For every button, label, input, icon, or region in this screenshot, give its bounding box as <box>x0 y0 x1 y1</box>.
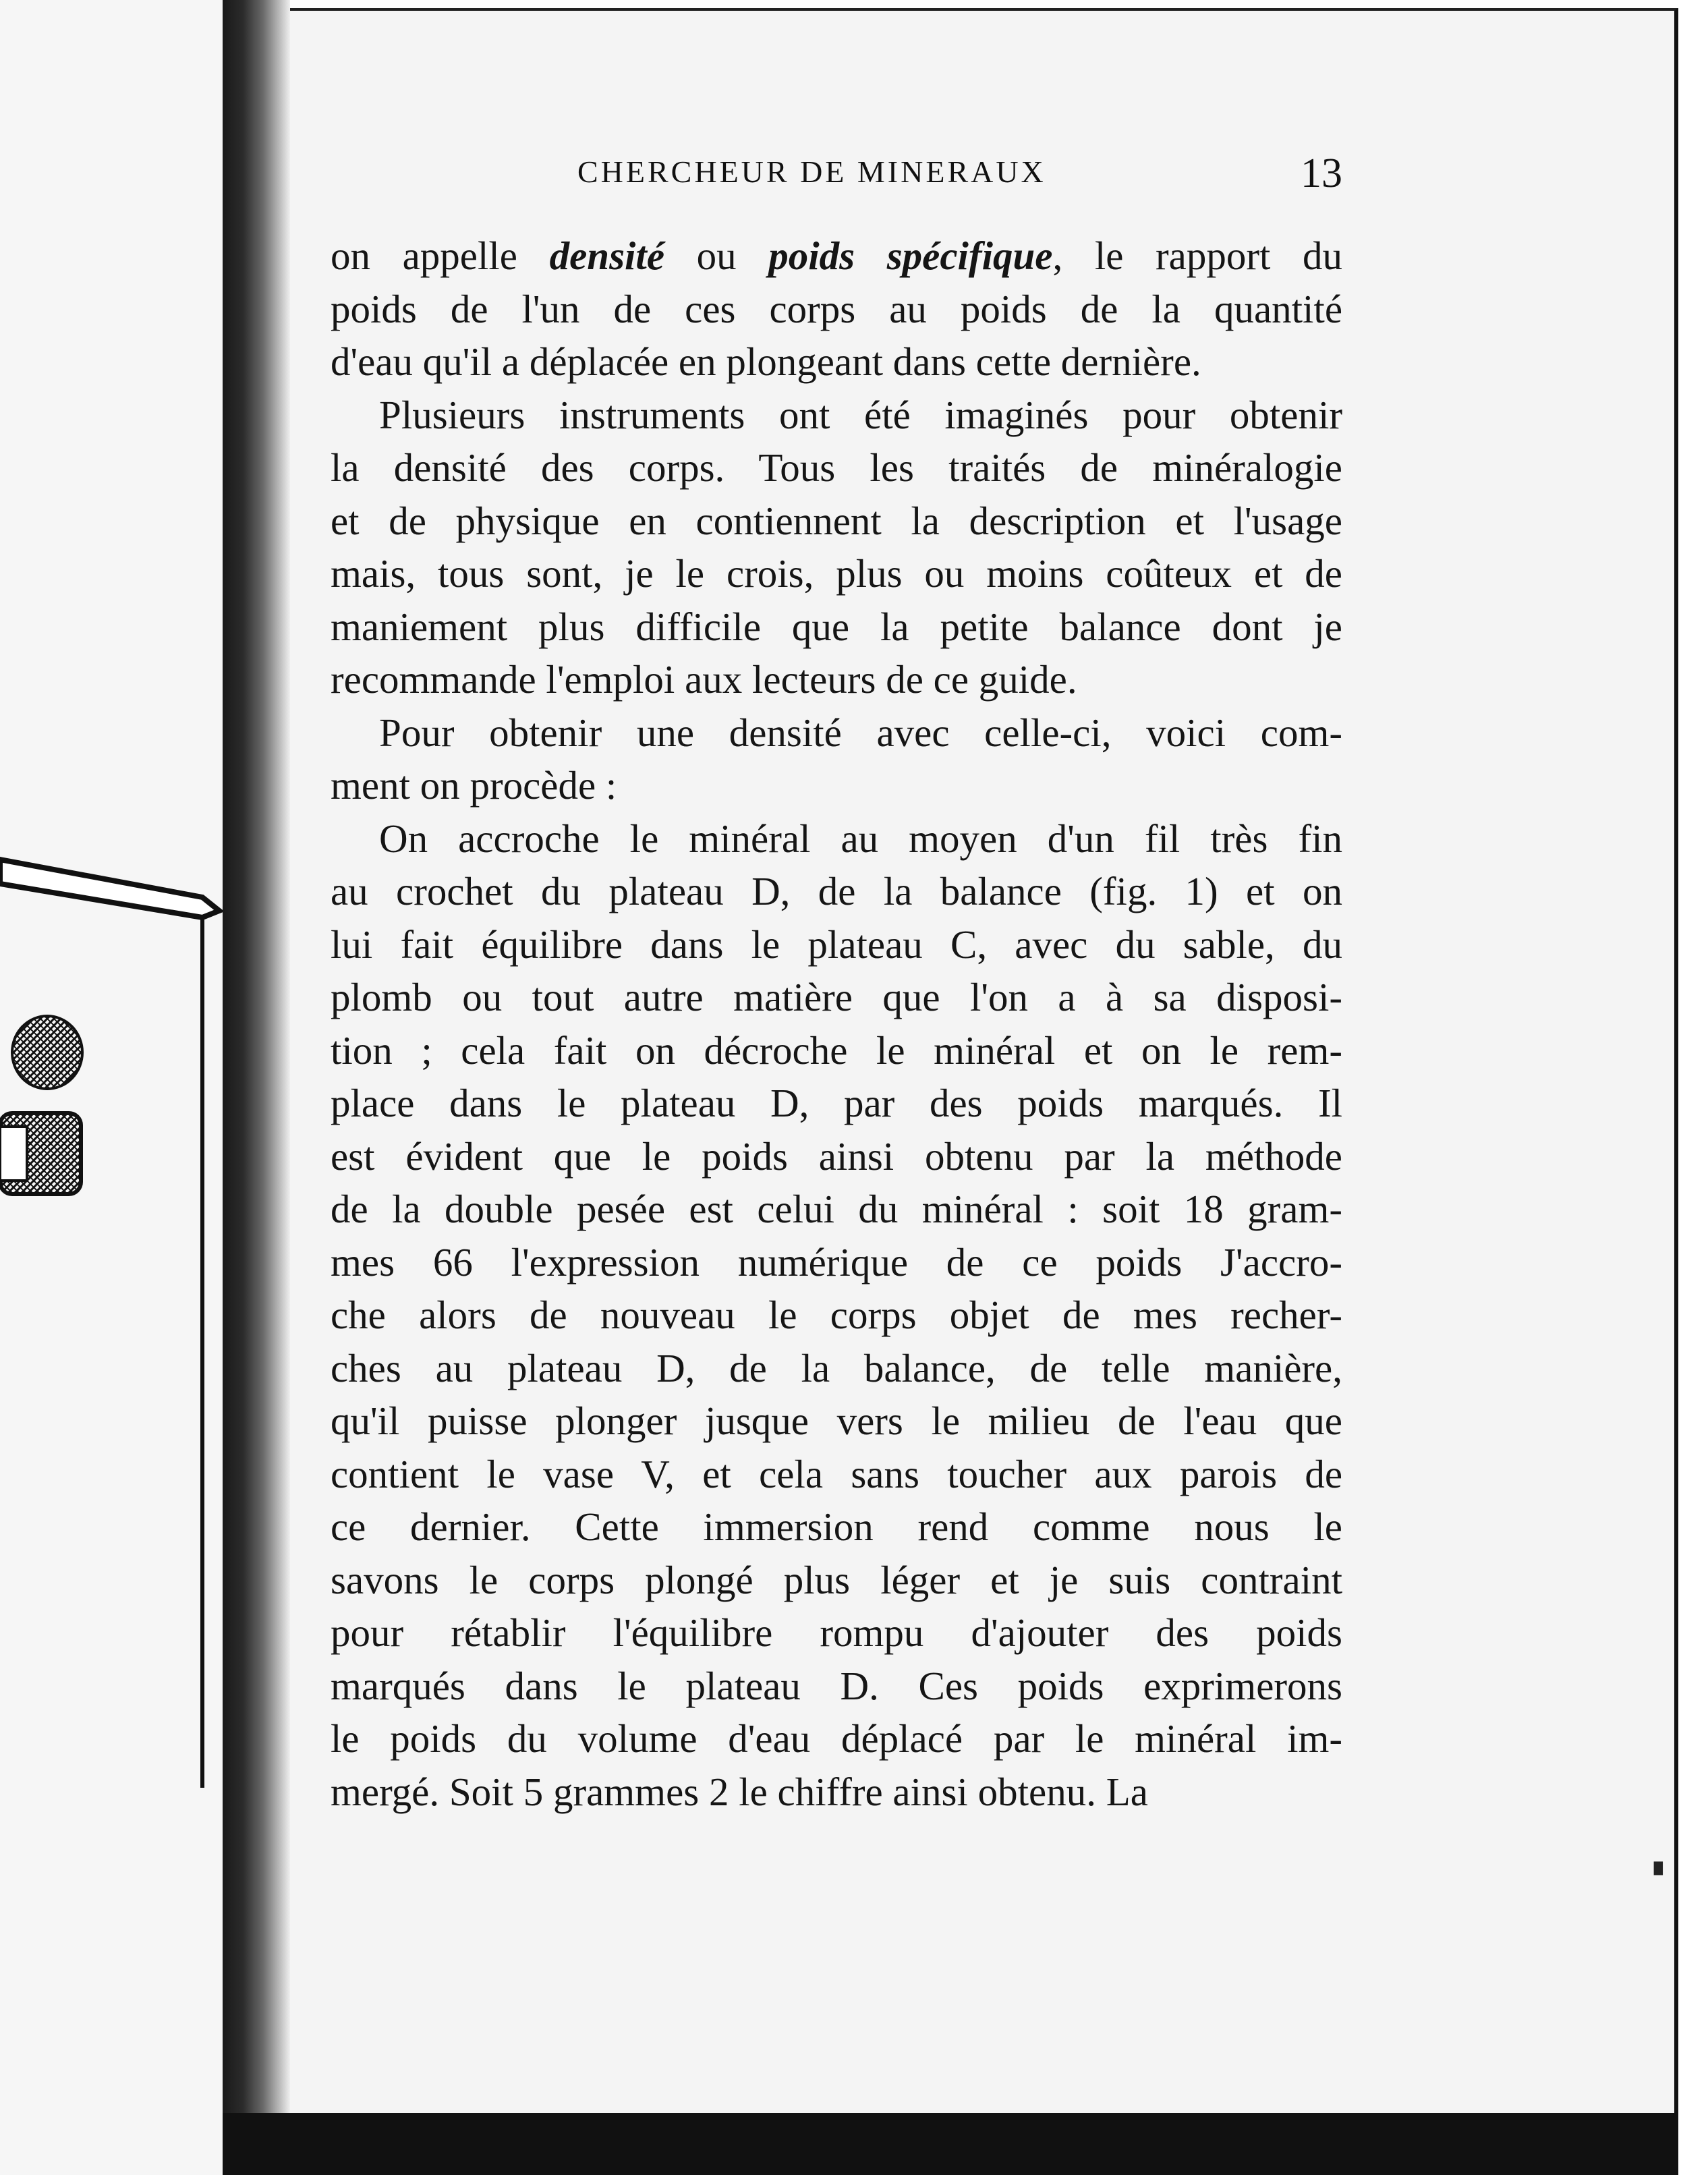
book-gutter-shadow <box>223 0 290 2175</box>
scan-speck-mark: ▖ <box>1654 1850 1672 1875</box>
text-line: ches au plateau D, de la balance, de telle manière, <box>331 1345 1342 1390</box>
text-line: au crochet du plateau D, de la balance (fig. 1) et on <box>331 869 1342 913</box>
text-line: mergé. Soit 5 grammes 2 le chiffre ainsi obtenu. La <box>331 1769 1148 1814</box>
text-line: pour rétablir l'équilibre rompu d'ajouter des poids <box>331 1610 1342 1655</box>
text-line: Plusieurs instruments ont été imaginés pour obtenir <box>379 392 1342 437</box>
text-line: la densité des corps. Tous les traités de minéralogie <box>331 445 1342 490</box>
text-run: , le rapport du <box>1052 233 1342 278</box>
emphasized-term: poids spécifique <box>768 233 1053 278</box>
text-line: de la double pesée est celui du minéral : soit 18 gram- <box>331 1187 1342 1231</box>
running-head: CHERCHEUR DE MINERAUX <box>577 154 1046 189</box>
text-line: est évident que le poids ainsi obtenu par la méthode <box>331 1133 1342 1179</box>
text-line: On accroche le minéral au moyen d'un fil très fin <box>379 816 1342 861</box>
text-run: ou <box>664 233 769 278</box>
text-line: d'eau qu'il a déplacée en plongeant dans cette dernière. <box>331 339 1201 384</box>
text-line: et de physique en contiennent la description et l'usage <box>331 498 1342 543</box>
text-line: lui fait équilibre dans le plateau C, avec du sable, du <box>331 922 1342 967</box>
text-line: ce dernier. Cette immersion rend comme nous le <box>331 1504 1342 1549</box>
text-line: le poids du volume d'eau déplacé par le minéral im- <box>331 1716 1342 1761</box>
text-line: ment on procède : <box>331 763 617 808</box>
text-run: on appelle <box>331 233 550 278</box>
page-number: 13 <box>1301 150 1342 196</box>
emphasized-term: densité <box>549 233 665 278</box>
facing-page-left <box>0 0 223 2175</box>
text-line: mes 66 l'expression numérique de ce poids J'accro- <box>331 1239 1342 1284</box>
text-line: che alors de nouveau le corps objet de mes recher- <box>331 1293 1342 1337</box>
text-line: poids de l'un de ces corps au poids de la quantité <box>331 286 1342 331</box>
text-line: savons le corps plongé plus léger et je suis contraint <box>331 1557 1342 1602</box>
text-line: place dans le plateau D, par des poids marqués. Il <box>331 1081 1342 1125</box>
text-line: tion ; cela fait on décroche le minéral et on le rem- <box>331 1027 1342 1073</box>
scan-bottom-border <box>223 2113 1708 2175</box>
body-text <box>331 229 1342 1818</box>
text-line: qu'il puisse plonger jusque vers le milieu de l'eau que <box>331 1399 1342 1443</box>
text-line: contient le vase V, et cela sans toucher aux parois de <box>331 1451 1342 1496</box>
text-line <box>331 229 1342 283</box>
text-line: marqués dans le plateau D. Ces poids exprimerons <box>331 1663 1342 1708</box>
text-line: Pour obtenir une densité avec celle-ci, voici com- <box>379 710 1342 755</box>
scan-right-margin <box>1678 0 1708 2175</box>
text-line: maniement plus difficile que la petite balance dont je <box>331 604 1342 649</box>
text-line: mais, tous sont, je le crois, plus ou moins coûteux et de <box>331 551 1342 596</box>
text-line: recommande l'emploi aux lecteurs de ce guide. <box>331 657 1077 702</box>
text-line: plomb ou tout autre matière que l'on a à sa disposi- <box>331 975 1342 1019</box>
balance-figure-fragment <box>0 830 223 1788</box>
